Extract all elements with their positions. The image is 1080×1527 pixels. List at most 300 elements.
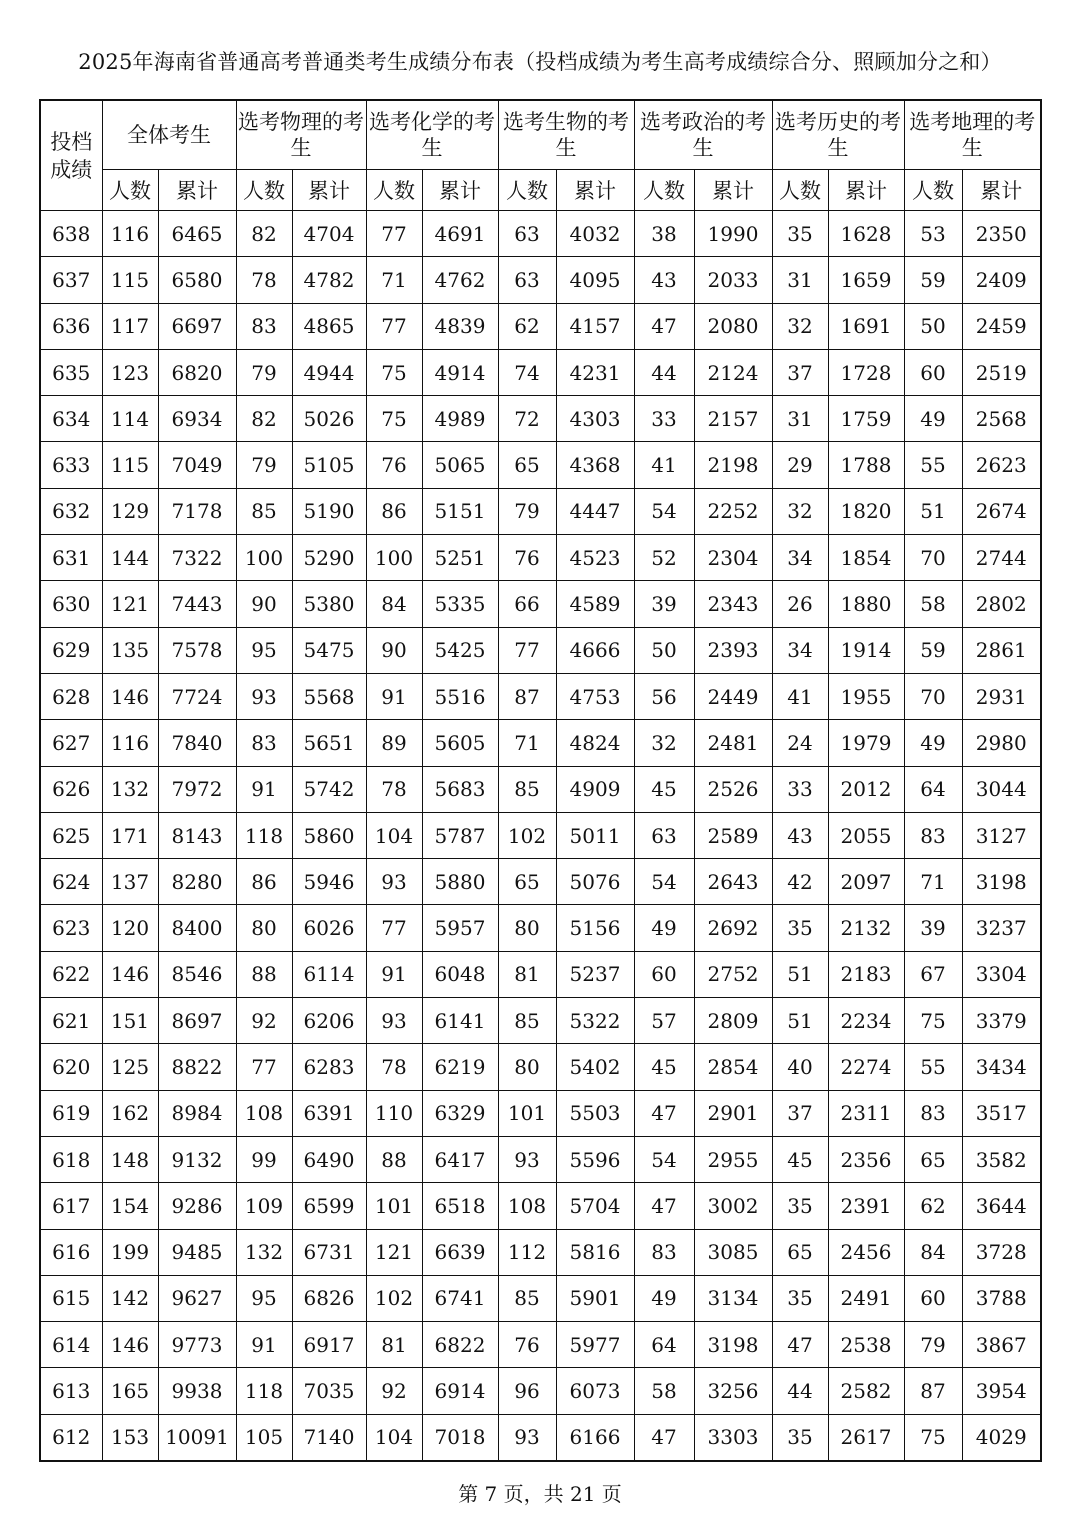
chemistry-cumulative-cell: 5251	[422, 535, 498, 581]
history-cumulative-cell: 2491	[828, 1275, 904, 1321]
biology-count-cell: 66	[498, 581, 556, 627]
chemistry-cumulative-cell: 6822	[422, 1322, 498, 1368]
geography-cumulative-cell: 2980	[962, 720, 1041, 766]
history-cumulative-cell: 1728	[828, 349, 904, 395]
history-cumulative-cell: 1880	[828, 581, 904, 627]
chemistry-cumulative-cell: 6518	[422, 1183, 498, 1229]
biology-cumulative-cell: 4303	[556, 396, 634, 442]
chemistry-cumulative-cell: 6914	[422, 1368, 498, 1414]
biology-count-cell: 76	[498, 1322, 556, 1368]
all-cumulative-cell: 9627	[158, 1275, 236, 1321]
physics-count-cell: 91	[236, 1322, 292, 1368]
chemistry-count-cell: 81	[366, 1322, 422, 1368]
biology-cumulative-cell: 5156	[556, 905, 634, 951]
history-count-cell: 42	[772, 859, 828, 905]
chemistry-count-cell: 101	[366, 1183, 422, 1229]
physics-cumulative-cell: 5105	[292, 442, 366, 488]
all-cumulative-cell: 6820	[158, 349, 236, 395]
header-group-geography: 选考地理的考生	[904, 100, 1041, 170]
geography-cumulative-cell: 2802	[962, 581, 1041, 627]
geography-cumulative-cell: 2623	[962, 442, 1041, 488]
score-cell: 616	[40, 1229, 102, 1275]
biology-cumulative-cell: 5816	[556, 1229, 634, 1275]
politics-count-cell: 47	[634, 1183, 694, 1229]
history-count-cell: 44	[772, 1368, 828, 1414]
history-count-cell: 37	[772, 1090, 828, 1136]
politics-count-cell: 58	[634, 1368, 694, 1414]
physics-cumulative-cell: 5290	[292, 535, 366, 581]
geography-cumulative-cell: 3304	[962, 951, 1041, 997]
score-distribution-table	[39, 99, 1042, 1462]
score-cell: 638	[40, 211, 102, 257]
geography-cumulative-cell: 2409	[962, 257, 1041, 303]
history-count-cell: 32	[772, 303, 828, 349]
physics-count-cell: 93	[236, 673, 292, 719]
politics-count-cell: 54	[634, 488, 694, 534]
all-count-cell: 162	[102, 1090, 158, 1136]
politics-cumulative-cell: 3134	[694, 1275, 772, 1321]
chemistry-cumulative-cell: 6141	[422, 998, 498, 1044]
biology-count-cell: 96	[498, 1368, 556, 1414]
geography-cumulative-cell: 3044	[962, 766, 1041, 812]
physics-cumulative-cell: 6826	[292, 1275, 366, 1321]
chemistry-cumulative-cell: 5516	[422, 673, 498, 719]
chemistry-count-cell: 91	[366, 951, 422, 997]
header-group-biology: 选考生物的考生	[498, 100, 634, 170]
score-cell: 619	[40, 1090, 102, 1136]
all-count-cell: 153	[102, 1414, 158, 1461]
all-count-cell: 117	[102, 303, 158, 349]
politics-count-cell: 57	[634, 998, 694, 1044]
score-cell: 637	[40, 257, 102, 303]
table-row	[40, 1229, 1041, 1275]
header-count: 人数	[772, 170, 828, 211]
geography-cumulative-cell: 3237	[962, 905, 1041, 951]
table-row	[40, 1090, 1041, 1136]
politics-cumulative-cell: 2304	[694, 535, 772, 581]
table-row	[40, 1183, 1041, 1229]
biology-count-cell: 62	[498, 303, 556, 349]
score-cell: 615	[40, 1275, 102, 1321]
biology-cumulative-cell: 5402	[556, 1044, 634, 1090]
physics-cumulative-cell: 4865	[292, 303, 366, 349]
politics-count-cell: 45	[634, 1044, 694, 1090]
politics-count-cell: 43	[634, 257, 694, 303]
all-cumulative-cell: 9132	[158, 1136, 236, 1182]
all-cumulative-cell: 9938	[158, 1368, 236, 1414]
geography-cumulative-cell: 2744	[962, 535, 1041, 581]
geography-cumulative-cell: 2861	[962, 627, 1041, 673]
physics-cumulative-cell: 5475	[292, 627, 366, 673]
all-count-cell: 129	[102, 488, 158, 534]
biology-cumulative-cell: 5011	[556, 812, 634, 858]
chemistry-cumulative-cell: 5065	[422, 442, 498, 488]
politics-cumulative-cell: 2589	[694, 812, 772, 858]
chemistry-count-cell: 104	[366, 812, 422, 858]
politics-cumulative-cell: 2481	[694, 720, 772, 766]
history-cumulative-cell: 1759	[828, 396, 904, 442]
politics-cumulative-cell: 2854	[694, 1044, 772, 1090]
physics-cumulative-cell: 6391	[292, 1090, 366, 1136]
chemistry-count-cell: 78	[366, 1044, 422, 1090]
score-cell: 622	[40, 951, 102, 997]
physics-count-cell: 109	[236, 1183, 292, 1229]
physics-cumulative-cell: 6490	[292, 1136, 366, 1182]
score-cell: 617	[40, 1183, 102, 1229]
chemistry-cumulative-cell: 4839	[422, 303, 498, 349]
politics-count-cell: 50	[634, 627, 694, 673]
geography-cumulative-cell: 3788	[962, 1275, 1041, 1321]
table-row	[40, 442, 1041, 488]
physics-count-cell: 82	[236, 396, 292, 442]
geography-cumulative-cell: 2931	[962, 673, 1041, 719]
biology-cumulative-cell: 5237	[556, 951, 634, 997]
politics-cumulative-cell: 2809	[694, 998, 772, 1044]
physics-count-cell: 85	[236, 488, 292, 534]
all-cumulative-cell: 8697	[158, 998, 236, 1044]
politics-count-cell: 60	[634, 951, 694, 997]
table-row	[40, 535, 1041, 581]
geography-cumulative-cell: 4029	[962, 1414, 1041, 1461]
history-count-cell: 40	[772, 1044, 828, 1090]
biology-count-cell: 65	[498, 442, 556, 488]
score-cell: 614	[40, 1322, 102, 1368]
physics-cumulative-cell: 5380	[292, 581, 366, 627]
all-cumulative-cell: 8280	[158, 859, 236, 905]
history-count-cell: 35	[772, 1183, 828, 1229]
all-count-cell: 115	[102, 257, 158, 303]
all-count-cell: 121	[102, 581, 158, 627]
score-cell: 634	[40, 396, 102, 442]
score-cell: 636	[40, 303, 102, 349]
biology-cumulative-cell: 4824	[556, 720, 634, 766]
all-cumulative-cell: 6465	[158, 211, 236, 257]
geography-count-cell: 70	[904, 673, 962, 719]
physics-cumulative-cell: 5026	[292, 396, 366, 442]
biology-cumulative-cell: 4368	[556, 442, 634, 488]
history-count-cell: 29	[772, 442, 828, 488]
history-count-cell: 37	[772, 349, 828, 395]
physics-cumulative-cell: 5651	[292, 720, 366, 766]
physics-cumulative-cell: 4944	[292, 349, 366, 395]
biology-count-cell: 85	[498, 1275, 556, 1321]
table-row	[40, 211, 1041, 257]
all-count-cell: 137	[102, 859, 158, 905]
header-group-physics: 选考物理的考生	[236, 100, 366, 170]
all-cumulative-cell: 7322	[158, 535, 236, 581]
biology-count-cell: 80	[498, 1044, 556, 1090]
geography-cumulative-cell: 3198	[962, 859, 1041, 905]
all-count-cell: 114	[102, 396, 158, 442]
header-cumulative: 累计	[158, 170, 236, 211]
physics-cumulative-cell: 5946	[292, 859, 366, 905]
all-cumulative-cell: 9485	[158, 1229, 236, 1275]
geography-count-cell: 50	[904, 303, 962, 349]
biology-count-cell: 72	[498, 396, 556, 442]
chemistry-cumulative-cell: 5787	[422, 812, 498, 858]
physics-cumulative-cell: 4782	[292, 257, 366, 303]
chemistry-count-cell: 77	[366, 905, 422, 951]
biology-cumulative-cell: 5977	[556, 1322, 634, 1368]
biology-cumulative-cell: 4753	[556, 673, 634, 719]
physics-count-cell: 90	[236, 581, 292, 627]
biology-count-cell: 76	[498, 535, 556, 581]
table-row	[40, 720, 1041, 766]
politics-cumulative-cell: 2198	[694, 442, 772, 488]
all-cumulative-cell: 8822	[158, 1044, 236, 1090]
chemistry-count-cell: 90	[366, 627, 422, 673]
history-cumulative-cell: 2456	[828, 1229, 904, 1275]
all-count-cell: 142	[102, 1275, 158, 1321]
geography-count-cell: 62	[904, 1183, 962, 1229]
physics-cumulative-cell: 6731	[292, 1229, 366, 1275]
all-cumulative-cell: 7049	[158, 442, 236, 488]
geography-count-cell: 59	[904, 257, 962, 303]
physics-count-cell: 99	[236, 1136, 292, 1182]
geography-count-cell: 83	[904, 1090, 962, 1136]
table-row	[40, 1275, 1041, 1321]
biology-count-cell: 79	[498, 488, 556, 534]
history-cumulative-cell: 2391	[828, 1183, 904, 1229]
physics-count-cell: 78	[236, 257, 292, 303]
geography-cumulative-cell: 3954	[962, 1368, 1041, 1414]
biology-count-cell: 71	[498, 720, 556, 766]
geography-count-cell: 64	[904, 766, 962, 812]
chemistry-cumulative-cell: 6219	[422, 1044, 498, 1090]
geography-cumulative-cell: 2519	[962, 349, 1041, 395]
history-count-cell: 65	[772, 1229, 828, 1275]
physics-count-cell: 95	[236, 627, 292, 673]
header-cumulative: 累计	[292, 170, 366, 211]
politics-cumulative-cell: 2393	[694, 627, 772, 673]
biology-count-cell: 63	[498, 257, 556, 303]
physics-count-cell: 108	[236, 1090, 292, 1136]
physics-cumulative-cell: 6599	[292, 1183, 366, 1229]
politics-count-cell: 54	[634, 859, 694, 905]
all-cumulative-cell: 7578	[158, 627, 236, 673]
chemistry-cumulative-cell: 6048	[422, 951, 498, 997]
physics-count-cell: 82	[236, 211, 292, 257]
biology-count-cell: 77	[498, 627, 556, 673]
score-cell: 624	[40, 859, 102, 905]
biology-count-cell: 80	[498, 905, 556, 951]
all-cumulative-cell: 8400	[158, 905, 236, 951]
history-count-cell: 47	[772, 1322, 828, 1368]
history-count-cell: 34	[772, 535, 828, 581]
politics-cumulative-cell: 2449	[694, 673, 772, 719]
header-count: 人数	[498, 170, 556, 211]
all-count-cell: 132	[102, 766, 158, 812]
physics-cumulative-cell: 5742	[292, 766, 366, 812]
physics-count-cell: 118	[236, 812, 292, 858]
score-cell: 628	[40, 673, 102, 719]
all-count-cell: 144	[102, 535, 158, 581]
geography-cumulative-cell: 3434	[962, 1044, 1041, 1090]
history-count-cell: 34	[772, 627, 828, 673]
chemistry-count-cell: 75	[366, 349, 422, 395]
history-cumulative-cell: 2012	[828, 766, 904, 812]
physics-cumulative-cell: 5860	[292, 812, 366, 858]
politics-count-cell: 63	[634, 812, 694, 858]
politics-cumulative-cell: 2124	[694, 349, 772, 395]
physics-cumulative-cell: 6026	[292, 905, 366, 951]
history-count-cell: 35	[772, 211, 828, 257]
header-cumulative: 累计	[422, 170, 498, 211]
biology-count-cell: 85	[498, 998, 556, 1044]
history-cumulative-cell: 2132	[828, 905, 904, 951]
all-count-cell: 199	[102, 1229, 158, 1275]
history-cumulative-cell: 2183	[828, 951, 904, 997]
chemistry-count-cell: 121	[366, 1229, 422, 1275]
geography-count-cell: 59	[904, 627, 962, 673]
chemistry-count-cell: 91	[366, 673, 422, 719]
chemistry-cumulative-cell: 6741	[422, 1275, 498, 1321]
politics-count-cell: 83	[634, 1229, 694, 1275]
chemistry-count-cell: 93	[366, 998, 422, 1044]
geography-count-cell: 55	[904, 442, 962, 488]
biology-cumulative-cell: 4447	[556, 488, 634, 534]
chemistry-cumulative-cell: 7018	[422, 1414, 498, 1461]
all-count-cell: 146	[102, 1322, 158, 1368]
biology-count-cell: 63	[498, 211, 556, 257]
geography-count-cell: 84	[904, 1229, 962, 1275]
score-cell: 630	[40, 581, 102, 627]
politics-count-cell: 47	[634, 1090, 694, 1136]
physics-cumulative-cell: 5190	[292, 488, 366, 534]
score-cell: 620	[40, 1044, 102, 1090]
biology-count-cell: 108	[498, 1183, 556, 1229]
chemistry-count-cell: 100	[366, 535, 422, 581]
biology-count-cell: 102	[498, 812, 556, 858]
score-cell: 629	[40, 627, 102, 673]
chemistry-cumulative-cell: 4914	[422, 349, 498, 395]
all-cumulative-cell: 8143	[158, 812, 236, 858]
header-row-sub	[40, 170, 1041, 211]
geography-count-cell: 49	[904, 720, 962, 766]
page-number-text: 第 7 页，共 21 页	[458, 1482, 622, 1506]
geography-cumulative-cell: 3644	[962, 1183, 1041, 1229]
table-row	[40, 998, 1041, 1044]
physics-count-cell: 77	[236, 1044, 292, 1090]
history-count-cell: 31	[772, 396, 828, 442]
score-cell: 613	[40, 1368, 102, 1414]
history-cumulative-cell: 2097	[828, 859, 904, 905]
all-cumulative-cell: 7178	[158, 488, 236, 534]
table-row	[40, 766, 1041, 812]
politics-count-cell: 47	[634, 1414, 694, 1461]
politics-cumulative-cell: 3198	[694, 1322, 772, 1368]
biology-cumulative-cell: 5596	[556, 1136, 634, 1182]
geography-cumulative-cell: 2674	[962, 488, 1041, 534]
geography-cumulative-cell: 3582	[962, 1136, 1041, 1182]
all-count-cell: 165	[102, 1368, 158, 1414]
chemistry-count-cell: 88	[366, 1136, 422, 1182]
geography-cumulative-cell: 2350	[962, 211, 1041, 257]
score-cell: 623	[40, 905, 102, 951]
chemistry-count-cell: 76	[366, 442, 422, 488]
geography-cumulative-cell: 3517	[962, 1090, 1041, 1136]
table-row	[40, 1322, 1041, 1368]
chemistry-cumulative-cell: 5683	[422, 766, 498, 812]
all-count-cell: 125	[102, 1044, 158, 1090]
header-cumulative: 累计	[694, 170, 772, 211]
biology-cumulative-cell: 4666	[556, 627, 634, 673]
politics-count-cell: 47	[634, 303, 694, 349]
history-cumulative-cell: 1820	[828, 488, 904, 534]
header-group-all: 全体考生	[102, 100, 236, 170]
politics-cumulative-cell: 2752	[694, 951, 772, 997]
header-count: 人数	[236, 170, 292, 211]
politics-cumulative-cell: 3256	[694, 1368, 772, 1414]
physics-cumulative-cell: 5568	[292, 673, 366, 719]
biology-cumulative-cell: 5503	[556, 1090, 634, 1136]
geography-count-cell: 39	[904, 905, 962, 951]
politics-cumulative-cell: 3002	[694, 1183, 772, 1229]
chemistry-cumulative-cell: 4762	[422, 257, 498, 303]
history-count-cell: 51	[772, 951, 828, 997]
all-count-cell: 151	[102, 998, 158, 1044]
all-cumulative-cell: 7443	[158, 581, 236, 627]
politics-cumulative-cell: 1990	[694, 211, 772, 257]
politics-count-cell: 49	[634, 905, 694, 951]
chemistry-count-cell: 75	[366, 396, 422, 442]
physics-cumulative-cell: 6206	[292, 998, 366, 1044]
header-group-chemistry: 选考化学的考生	[366, 100, 498, 170]
physics-count-cell: 79	[236, 442, 292, 488]
chemistry-count-cell: 84	[366, 581, 422, 627]
page-footer	[0, 1478, 1080, 1507]
table-row	[40, 1368, 1041, 1414]
biology-cumulative-cell: 4095	[556, 257, 634, 303]
chemistry-cumulative-cell: 4691	[422, 211, 498, 257]
chemistry-count-cell: 77	[366, 211, 422, 257]
politics-cumulative-cell: 2526	[694, 766, 772, 812]
history-count-cell: 31	[772, 257, 828, 303]
politics-cumulative-cell: 2033	[694, 257, 772, 303]
all-cumulative-cell: 6580	[158, 257, 236, 303]
physics-count-cell: 79	[236, 349, 292, 395]
chemistry-count-cell: 78	[366, 766, 422, 812]
chemistry-cumulative-cell: 5605	[422, 720, 498, 766]
chemistry-cumulative-cell: 5880	[422, 859, 498, 905]
biology-cumulative-cell: 6073	[556, 1368, 634, 1414]
geography-count-cell: 55	[904, 1044, 962, 1090]
history-count-cell: 43	[772, 812, 828, 858]
history-count-cell: 45	[772, 1136, 828, 1182]
history-cumulative-cell: 1691	[828, 303, 904, 349]
politics-cumulative-cell: 2901	[694, 1090, 772, 1136]
all-cumulative-cell: 8546	[158, 951, 236, 997]
table-row	[40, 488, 1041, 534]
all-count-cell: 146	[102, 673, 158, 719]
history-cumulative-cell: 2055	[828, 812, 904, 858]
all-cumulative-cell: 8984	[158, 1090, 236, 1136]
biology-count-cell: 74	[498, 349, 556, 395]
chemistry-count-cell: 102	[366, 1275, 422, 1321]
geography-count-cell: 87	[904, 1368, 962, 1414]
politics-cumulative-cell: 2252	[694, 488, 772, 534]
physics-count-cell: 83	[236, 720, 292, 766]
politics-count-cell: 44	[634, 349, 694, 395]
table-row	[40, 1136, 1041, 1182]
all-count-cell: 135	[102, 627, 158, 673]
history-cumulative-cell: 1914	[828, 627, 904, 673]
politics-cumulative-cell: 2692	[694, 905, 772, 951]
geography-cumulative-cell: 3728	[962, 1229, 1041, 1275]
politics-count-cell: 52	[634, 535, 694, 581]
physics-count-cell: 92	[236, 998, 292, 1044]
chemistry-cumulative-cell: 5335	[422, 581, 498, 627]
